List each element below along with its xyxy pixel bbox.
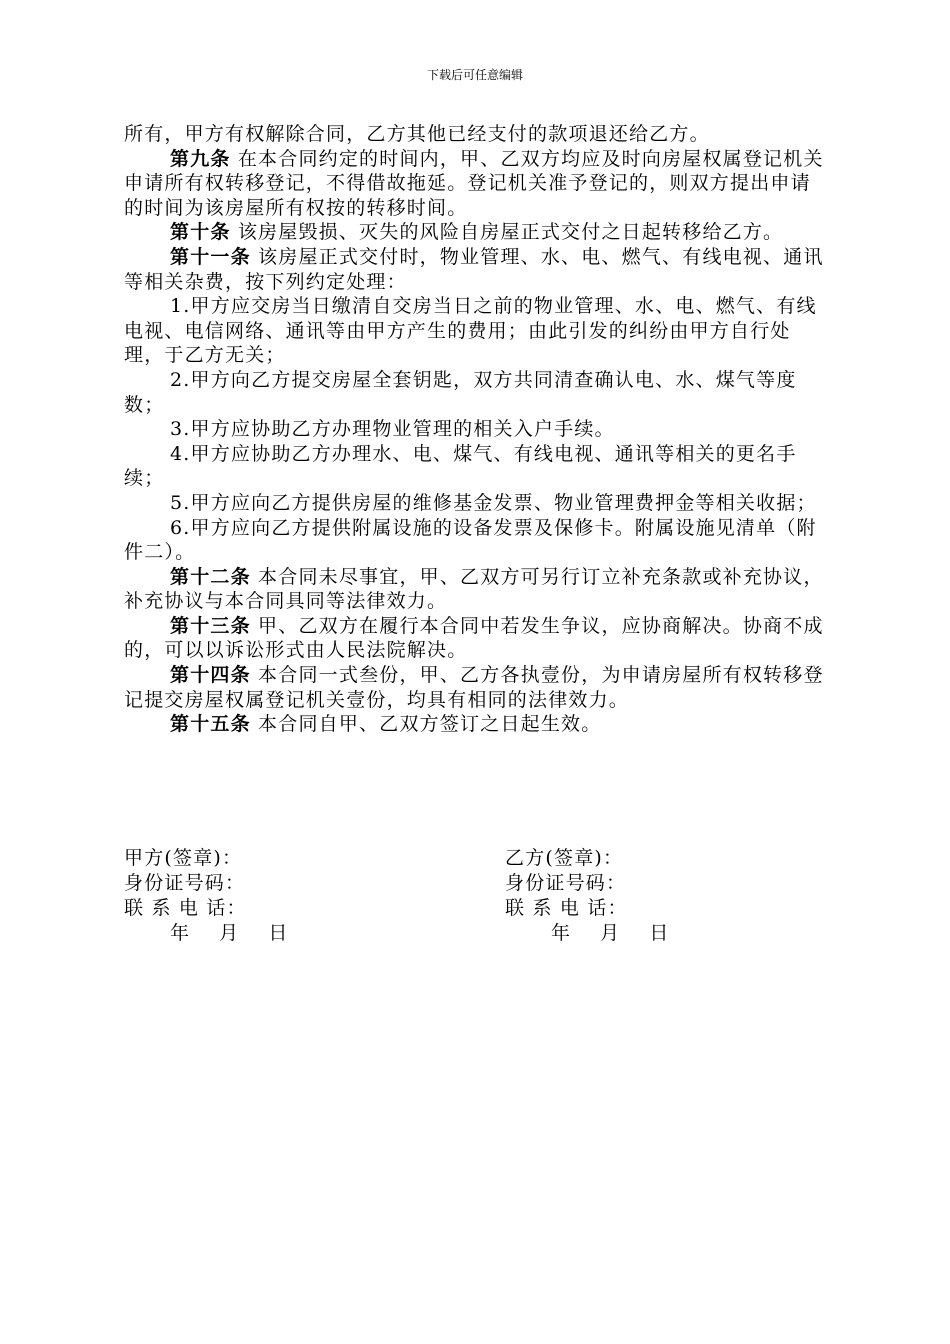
list-item — [124, 491, 829, 516]
list-item-text: 2.甲方向乙方提交房屋全套钥匙，双方共同清查确认电、水、煤气等度数； — [124, 368, 797, 416]
list-item-text: 4.甲方应协助乙方办理水、电、煤气、有线电视、通讯等相关的更名手续； — [124, 442, 797, 490]
page-header: 下载后可任意编辑 — [426, 68, 523, 82]
paragraph — [124, 122, 829, 147]
list-item-text: 1.甲方应交房当日缴清自交房当日之前的物业管理、水、电、燃气、有线电视、电信网络、通讯等由甲方产生的费用；由此引发的纠纷由甲方自行处理，于乙方无关； — [124, 295, 817, 367]
article-9 — [124, 147, 829, 221]
paragraph-text: 所有，甲方有权解除合同，乙方其他已经支付的款项退还给乙方。 — [124, 123, 710, 145]
article-text: 甲、乙双方在履行本合同中若发生争议，应协商解决。协商不成的，可以以诉讼形式由人民法院解决。 — [124, 614, 824, 662]
article-10 — [124, 220, 829, 245]
list-item-text: 5.甲方应向乙方提供房屋的维修基金发票、物业管理费押金等相关收据； — [170, 491, 817, 514]
article-heading: 第十四条 — [170, 664, 251, 687]
party-a-signature — [124, 846, 289, 946]
party-b-sign-label: 乙方(签章)： — [505, 847, 624, 869]
article-text: 该房屋毁损、灭失的风险自房屋正式交付之日起转移给乙方。 — [230, 221, 784, 244]
list-item — [124, 368, 829, 417]
party-a-date-label: 年 月 日 — [170, 922, 289, 944]
article-11 — [124, 245, 829, 294]
article-text: 本合同自甲、乙双方签订之日起生效。 — [250, 713, 602, 736]
party-b-signature — [505, 846, 670, 946]
article-14 — [124, 663, 829, 712]
article-heading: 第十条 — [170, 221, 231, 244]
article-12 — [124, 565, 829, 614]
list-item — [124, 442, 829, 491]
article-13 — [124, 614, 829, 663]
party-a-phone-label: 联 系 电 话： — [124, 897, 247, 919]
article-text: 该房屋正式交付时，物业管理、水、电、燃气、有线电视、通讯等相关杂费，按下列约定处理： — [124, 245, 824, 293]
party-b-phone-label: 联 系 电 话： — [505, 897, 628, 919]
party-a-sign-label: 甲方(签章)： — [124, 847, 243, 869]
article-heading: 第十三条 — [170, 614, 251, 637]
article-heading: 第十五条 — [170, 713, 251, 736]
list-item — [124, 516, 829, 565]
article-text: 本合同一式叁份，甲、乙方各执壹份，为申请房屋所有权转移登记提交房屋权属登记机关壹份，均具有相同的法律效力。 — [124, 664, 824, 711]
article-15 — [124, 712, 829, 737]
article-text: 本合同未尽事宜，甲、乙双方可另行订立补充条款或补充协议，补充协议与本合同具同等法律效力。 — [124, 565, 824, 613]
list-item-text: 6.甲方应向乙方提供附属设施的设备发票及保修卡。附属设施见清单（附件二）。 — [124, 516, 817, 564]
list-item-text: 3.甲方应协助乙方办理物业管理的相关入户手续。 — [170, 418, 615, 441]
party-b-date-label: 年 月 日 — [551, 922, 670, 944]
article-heading: 第十一条 — [170, 245, 251, 268]
article-text: 在本合同约定的时间内，甲、乙双方均应及时向房屋权属登记机关申请所有权转移登记，不得借故拖延。登记机关准予登记的，则双方提出申请的时间为该房屋所有权按的转移时间。 — [124, 147, 824, 219]
party-b-id-label: 身份证号码： — [505, 872, 627, 894]
contract-body — [124, 122, 829, 737]
party-a-id-label: 身份证号码： — [124, 872, 246, 894]
article-heading: 第十二条 — [170, 565, 251, 588]
list-item — [124, 294, 829, 368]
list-item — [124, 417, 829, 442]
article-heading: 第九条 — [170, 147, 231, 170]
